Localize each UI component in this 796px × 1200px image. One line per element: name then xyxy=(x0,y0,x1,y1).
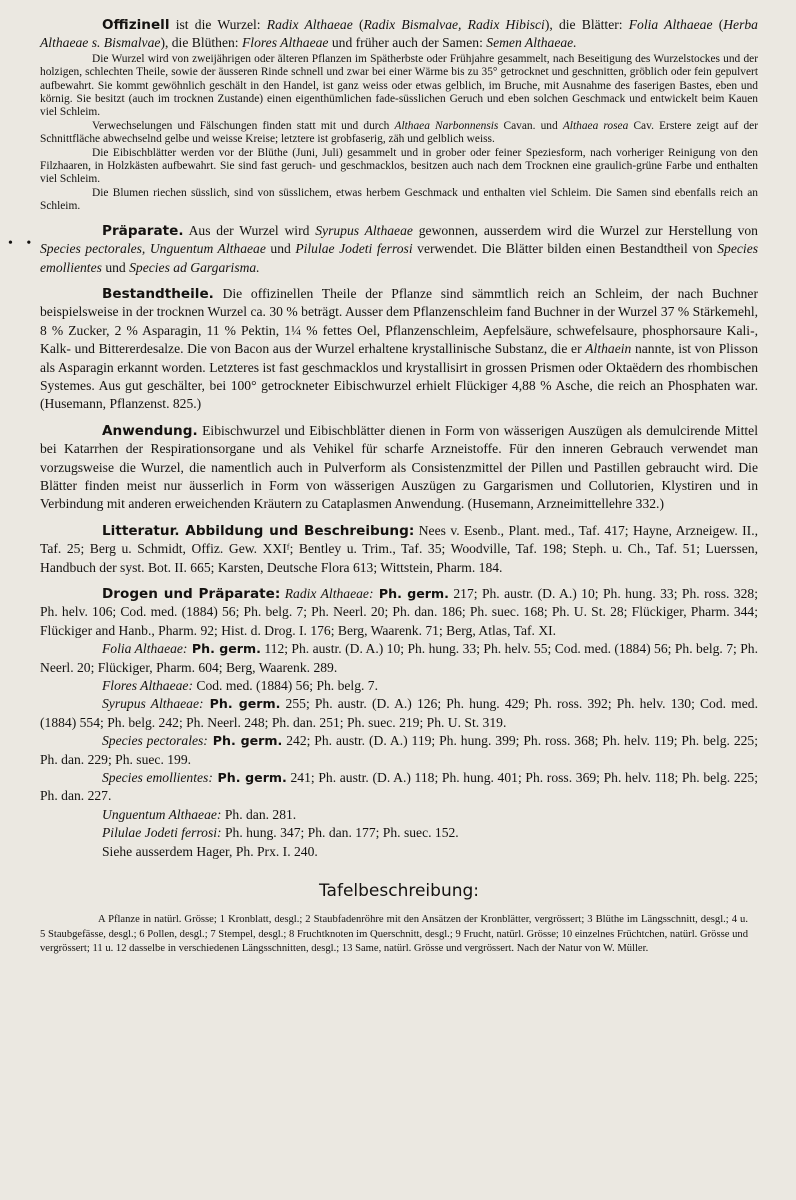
drogen-entry xyxy=(40,824,758,842)
text-span: Ph. hung. 347; Ph. dan. 177; Ph. suec. 152. xyxy=(221,825,459,841)
praeparate-heading: Präparate. xyxy=(102,222,184,239)
latin-term: Radix Bismalvae, Radix Hibisci xyxy=(363,17,545,32)
bestandtheile-paragraph xyxy=(40,285,758,414)
latin-term: Syrupus Althaeae xyxy=(315,222,413,238)
latin-term: Althaea rosea xyxy=(562,119,629,132)
drogen-entry xyxy=(40,677,758,695)
small-paragraph xyxy=(40,120,758,147)
latin-term: Species pectorales, Unguentum Althaeae xyxy=(40,241,266,257)
latin-term: Syrupus Althaeae: xyxy=(102,696,204,712)
margin-marks: • • xyxy=(8,236,37,251)
text-span: Eibischwurzel und Eibischblätter dienen in Form von wässerigen Auszügen als demulcirende Mittel bei Katarrhen der Respirationsorgane und als Vehikel für scharfe Arzneistoffe. Für den inneren Gebrauch verwendet man vorzugsweise die Wurzel, die namentlich auch in Pulverform als Consistenzmittel der Pillen und Pastillen gebraucht wird. Die Blätter finden meist nur äusserlich in Form von wässerigen Auszügen zu Gargarismen und Collutorien, Klystiren und in Verbindung mit anderen erweichenden Kräutern zu Cataplasmen Anwendung. (Husemann, Arzneimittellehre 332.) xyxy=(40,422,758,512)
text-span: und früher auch der Samen: xyxy=(328,35,487,51)
ph-germ-label: Ph. germ. xyxy=(187,641,261,657)
text-span: 255; Ph. austr. (D. A.) 126; Ph. hung. 429; Ph. ross. 392; Ph. helv. 130; Cod. med. (1884) 554; Ph. belg. 242; Ph. Neerl. 248; Ph. dan. 251; Ph. suec. 219; Ph. U. St. 319. xyxy=(40,696,758,730)
drogen-entry xyxy=(40,695,758,732)
latin-term: Species ad Gargarisma. xyxy=(129,259,260,275)
text-span: 112; Ph. austr. (D. A.) 10; Ph. hung. 33; Ph. helv. 55; Cod. med. (1884) 56; Ph. belg. 7; Ph. Neerl. 20; Flückiger, Pharm. 604; Berg, Waarenk. 289. xyxy=(40,641,758,675)
text-span: Cod. med. (1884) 56; Ph. belg. 7. xyxy=(192,678,379,694)
anwendung-heading: Anwendung. xyxy=(102,422,198,439)
section-drogen xyxy=(40,585,758,861)
drogen-entry xyxy=(40,769,758,806)
section-anwendung xyxy=(40,422,758,514)
latin-term: Folia Althaeae: xyxy=(102,641,188,657)
ph-germ-label: Ph. germ. xyxy=(373,586,449,601)
small-paragraph: Die Blumen riechen süsslich, sind von süsslichem, etwas herbem Geschmack und enthalten viel Schleim. Die Samen sind ebenfalls reich an Schleim. xyxy=(40,186,758,213)
drogen-entry xyxy=(40,585,758,640)
drogen-entry xyxy=(40,732,758,769)
text-span: ( xyxy=(712,17,724,32)
text-span: Cav. Erstere zeigt auf der Schnittfläche abwechselnd gelbe und weisse Kreise; letztere ist grobfaserig, zäh und gelblich weiss. xyxy=(40,119,758,146)
text-span: Ph. dan. 281. xyxy=(221,806,297,822)
text-span: und xyxy=(265,241,296,257)
text-span: ), die Blätter: xyxy=(544,17,629,32)
offizinell-heading: Offizinell xyxy=(102,17,170,33)
praeparate-paragraph xyxy=(40,222,758,277)
latin-term: Semen Althaeae. xyxy=(486,35,577,51)
text-span: ), die Blüthen: xyxy=(160,35,242,51)
ph-germ-label: Ph. germ. xyxy=(207,733,283,749)
text-span: ( xyxy=(352,17,364,32)
litteratur-paragraph xyxy=(40,522,758,577)
latin-term: Radix Althaeae: xyxy=(280,586,374,601)
small-paragraph: Die Wurzel wird von zweijährigen oder älteren Pflanzen im Spätherbste oder Frühjahre gesammelt, nach Beseitigung des Wurzelstockes und der holzigen, schlechten Theile, sowie der äusseren Rinde schnell und zwar bei einer Wärme bis zu 35° getrocknet und geschnitten, gröblich oder fein gepulvert aufbewahrt. Sie kommt gewöhnlich geschält in den Handel, ist ganz weiss oder etwas gelblich, im Bruche, mit Ausnahme des faserigen Bastes, eben und körnig. Sie besitzt (auch im trocknen Zustande) einen eigenthümlichen fade-süsslichen Geruch und eben solchen Geschmack und entwickelt beim Kauen viel Schleim. xyxy=(40,52,758,119)
litteratur-subheading: Abbildung und Beschreibung: xyxy=(179,522,415,539)
text-span: Verwechselungen und Fälschungen finden statt mit und durch xyxy=(92,119,395,132)
latin-term: Species emollientes xyxy=(40,241,759,275)
plate-description-text: A Pflanze in natürl. Grösse; 1 Kronblatt, desgl.; 2 Staubfadenröhre mit den Ansätzen der Kronblätter, vergrössert; 3 Blüthe im Längsschnitt, desgl.; 4 u. 5 Staubgefässe, desgl.; 6 Pollen, desgl.; 7 Stempel, desgl.; 8 Fruchtknoten im Querschnitt, desgl.; 9 Frucht, natürl. Grösse; 10 einzelnes Früchtchen, natürl. Grösse und vergrössert; 11 u. 12 dasselbe in verschiedenen Längsschnitten, desgl.; 13 Same, natürl. Grösse und vergrössert. Nach der Natur von W. Müller. xyxy=(40,914,748,955)
ph-germ-label: Ph. germ. xyxy=(212,770,287,786)
ph-germ-label: Ph. germ. xyxy=(203,696,281,712)
drogen-entry xyxy=(40,640,758,677)
latin-term: Pilulae Jodeti ferrosi xyxy=(295,241,413,257)
latin-term: Unguentum Althaeae: xyxy=(102,806,222,822)
text-span: verwendet. Die Blätter bilden einen Bestandtheil von xyxy=(412,241,718,257)
latin-term: Althaein xyxy=(585,341,632,357)
text-span: Die offizinellen Theile der Pflanze sind sämmtlich reich an Schleim, der nach Buchner beispielsweise in der trocknen Wurzel ca. 30 % beträgt. Ausser dem Pflanzenschleim fand Buchner in der Wurzel 37 % Stärkemehl, 8 % Zucker, 2 % Asparagin, 11 % Pektin, 1¼ % fettes Oel, Pflanzenschleim, Aepfelsäure, schwefelsaure, phosphorsaure Kali-, Kalk- und Bittererdesalze. Die von Bacon aus der Wurzel erhaltene krystallinische Substanz, die er xyxy=(40,285,758,357)
small-paragraph: Die Eibischblätter werden vor der Blüthe (Juni, Juli) gesammelt und in grober oder feiner Speziesform, nach vorheriger Reinigung von den Filzhaaren, in Holzkästen aufbewahrt. Sie sind fast geruch- und geschmacklos, besitzen auch nach dem Trocknen eine graulich-grüne Farbe und enthalten viel Schleim. xyxy=(40,146,758,186)
latin-term: Radix Althaeae xyxy=(266,17,353,32)
section-litteratur xyxy=(40,522,758,577)
latin-term: Folia Althaeae xyxy=(628,17,713,32)
text-span: 241; Ph. austr. (D. A.) 118; Ph. hung. 401; Ph. ross. 369; Ph. helv. 118; Ph. belg. 225; Ph. dan. 227. xyxy=(40,770,758,804)
latin-term: Flores Althaeae: xyxy=(102,678,193,694)
text-span: 242; Ph. austr. (D. A.) 119; Ph. hung. 399; Ph. ross. 368; Ph. helv. 119; Ph. belg. 225; Ph. dan. 229; Ph. suec. 199. xyxy=(40,733,758,767)
latin-term: Flores Althaeae xyxy=(242,35,329,51)
text-span: Nees v. Esenb., Plant. med., Taf. 417; Hayne, Arzneigew. II., Taf. 25; Berg u. Schmidt, Offiz. Gew. XXIᶠ; Bentley u. Trim., Taf. 35; Woodville, Taf. 198; Steph. u. Ch., Taf. 51; Luerssen, Handbuch der syst. Bot. II. 665; Karsten, Deutsche Flora 613; Wittstein, Pharm. 184. xyxy=(40,522,758,575)
text-span: ist die Wurzel: xyxy=(169,17,267,32)
latin-term: Althaea Narbonnensis xyxy=(394,119,499,132)
text-span: Aus der Wurzel wird xyxy=(183,222,316,238)
section-tafelbeschreibung xyxy=(40,881,758,957)
text-span: nannte, ist von Plisson als Asparagin erkannt worden. Letzteres ist fast geschmacklos und krystallisirt in grossen Prismen oder Oktaëdern des rhombischen Systemes. Aus gut geschälter, bei 100° getrockneter Eibischwurzel erhielt Flückiger 4,88 % Asche, die reich an Phosphaten war. (Husemann, Pflanzenst. 825.) xyxy=(40,341,758,412)
text-span: gewonnen, ausserdem wird die Wurzel zur Herstellung von xyxy=(412,222,758,238)
latin-term: Herba Althaeae s. Bismalvae xyxy=(40,17,758,51)
text-span: Cavan. und xyxy=(498,119,563,132)
text-span: 217; Ph. austr. (D. A.) 10; Ph. hung. 33; Ph. ross. 328; Ph. helv. 106; Cod. med. (1884) 56; Ph. belg. 7; Ph. Neerl. 20; Ph. dan. 186; Ph. suec. 168; Ph. U. St. 28; Flückiger, Pharm. 344; Flückiger and Hanb., Pharm. 92; Hist. d. Drog. I. 176; Berg, Waarenk. 71; Berg, Atlas, Taf. XI. xyxy=(40,586,758,638)
section-offizinell xyxy=(40,16,758,214)
drogen-heading: Drogen und Präparate: xyxy=(102,586,281,602)
section-praeparate xyxy=(40,222,758,277)
anwendung-paragraph xyxy=(40,422,758,514)
text-span: und xyxy=(101,259,130,275)
plate-description-title: Tafelbeschreibung: xyxy=(318,881,480,902)
latin-term: Species emollientes: xyxy=(102,770,213,786)
section-bestandtheile xyxy=(40,285,758,414)
latin-term: Pilulae Jodeti ferrosi: xyxy=(102,825,222,841)
latin-term: Species pectorales: xyxy=(102,733,208,749)
litteratur-heading: Litteratur. xyxy=(102,522,180,539)
bestandtheile-heading: Bestandtheile. xyxy=(102,285,214,302)
offizinell-paragraph xyxy=(40,16,758,53)
drogen-entry xyxy=(40,806,758,824)
drogen-entry: Siehe ausserdem Hager, Ph. Prx. I. 240. xyxy=(102,843,318,859)
